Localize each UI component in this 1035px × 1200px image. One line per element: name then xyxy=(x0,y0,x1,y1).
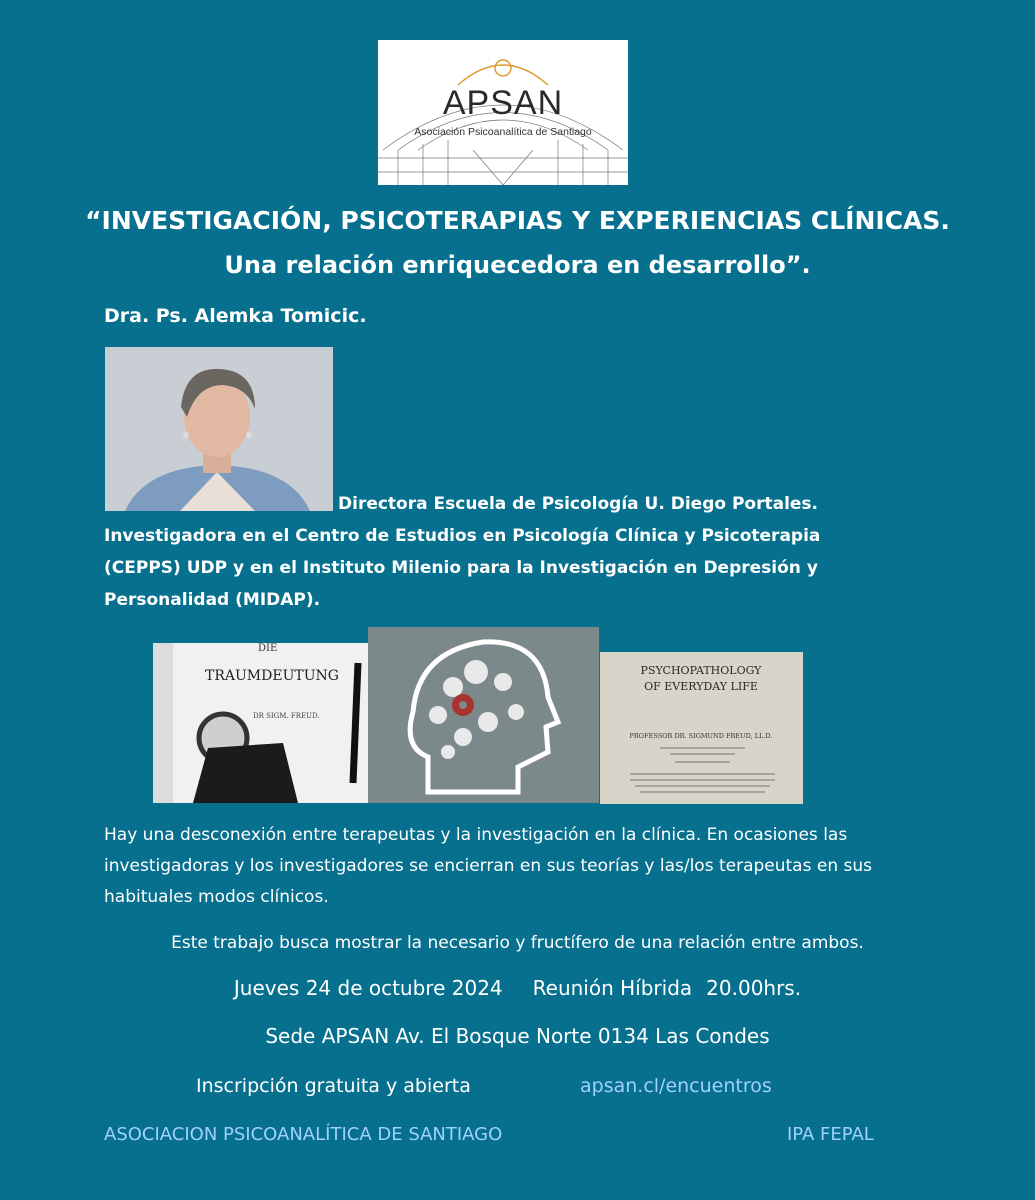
book2-title-line2: OF EVERYDAY LIFE xyxy=(644,680,758,693)
speaker-name: Dra. Ps. Alemka Tomicic. xyxy=(104,305,367,327)
book2-title-line1: PSYCHOPATHOLOGY xyxy=(640,664,762,677)
psychopathology-book-photo xyxy=(600,652,803,804)
bio-line-2: Investigadora en el Centro de Estudios en Psicología Clínica y Psicoterapia xyxy=(104,526,821,546)
traumdeutung-book-photo xyxy=(153,643,368,803)
description-paragraph-2: Este trabajo busca mostrar la necesario y fructífero de una relación entre ambos. xyxy=(171,933,864,953)
registration-link[interactable]: apsan.cl/encuentros xyxy=(580,1075,772,1097)
registration-text: Inscripción gratuita y abierta xyxy=(196,1075,471,1097)
bio-line-3: (CEPPS) UDP y en el Instituto Milenio para la Investigación en Depresión y xyxy=(104,558,818,578)
book2-author-text: PROFESSOR DR. SIGMUND FREUD, LL.D. xyxy=(629,732,773,740)
event-date: Jueves 24 de octubre 2024 xyxy=(233,976,503,1000)
book-page-icon xyxy=(600,652,803,804)
logo-wordmark: APSAN xyxy=(442,84,564,122)
event-schedule-line xyxy=(0,973,1035,1003)
bio-line-1: Directora Escuela de Psicología U. Diego Portales. xyxy=(338,494,819,514)
event-title-line1: “INVESTIGACIÓN, PSICOTERAPIAS Y EXPERIENCIAS CLÍNICAS. xyxy=(85,206,950,235)
book1-top-text: DIE xyxy=(258,643,278,654)
event-venue: Sede APSAN Av. El Bosque Norte 0134 Las Condes xyxy=(265,1024,770,1048)
speaker-photo xyxy=(105,347,333,511)
bio-line-4: Personalidad (MIDAP). xyxy=(104,590,321,610)
portrait-icon xyxy=(105,347,333,511)
event-time: 20.00hrs. xyxy=(706,976,802,1000)
event-mode: Reunión Híbrida xyxy=(532,976,693,1000)
description-paragraph: Hay una desconexión entre terapeutas y la investigación en la clínica. En ocasiones las investigadoras y los investigadores se encierran en sus teorías y las/los terapeutas en sus habituales modos clínicos. xyxy=(104,825,872,907)
brain-gears-image xyxy=(368,627,599,803)
book1-title-text: TRAUMDEUTUNG xyxy=(205,668,339,684)
book1-author-text: DR SIGM. FREUD. xyxy=(253,712,320,720)
apsan-logo xyxy=(378,40,628,185)
logo-subtitle: Asociación Psicoanalítica de Santiago xyxy=(414,126,592,138)
head-gears-icon xyxy=(368,627,599,803)
footer-org-name: ASOCIACION PSICOANALÍTICA DE SANTIAGO xyxy=(104,1124,503,1145)
footer-affiliations: IPA FEPAL xyxy=(787,1124,874,1145)
book-magnifier-icon xyxy=(153,643,368,803)
event-title-line2: Una relación enriquecedora en desarrollo”. xyxy=(224,251,811,279)
